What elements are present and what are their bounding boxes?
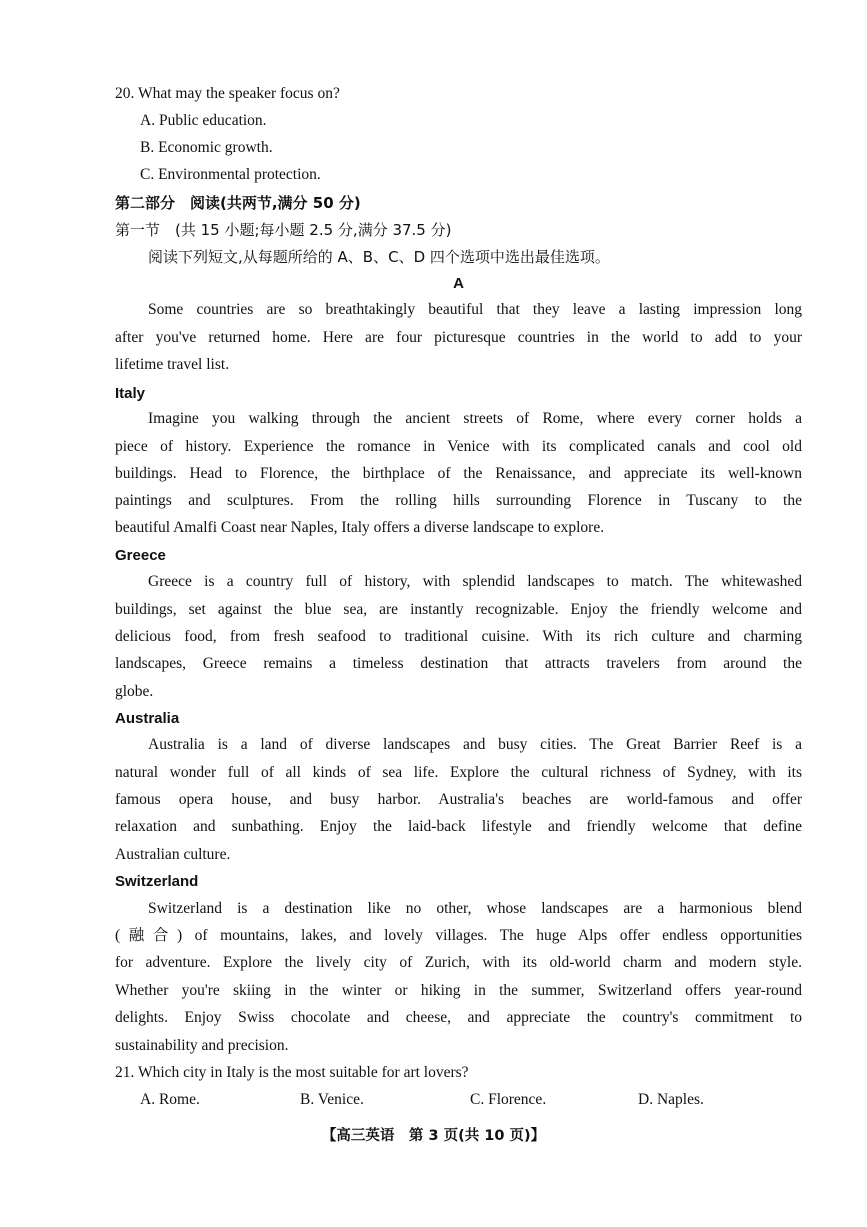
q20-option-c: C. Environmental protection. — [140, 166, 321, 183]
switzerland-line-2: (融合) of mountains, lakes, and lovely villages. The huge Alps offer endless opportunities — [115, 927, 802, 944]
australia-line-2: natural wonder full of all kinds of sea life. Explore the cultural richness of Sydney, with its — [115, 764, 802, 781]
q21-option-c: C. Florence. — [470, 1091, 547, 1108]
australia-line-5: Australian culture. — [115, 846, 231, 863]
section1-title: 第一节 (共 15 小题;每小题 2.5 分,满分 37.5 分) — [115, 221, 452, 239]
australia-line-3: famous opera house, and busy harbor. Australia's beaches are world-famous and offer — [115, 791, 802, 808]
switzerland-line-4: Whether you're skiing in the winter or hiking in the summer, Switzerland offers year-round — [115, 982, 802, 999]
page-footer: 【高三英语 第 3 页(共 10 页)】 — [321, 1128, 546, 1144]
italy-line-1: Imagine you walking through the ancient streets of Rome, where every corner holds a — [148, 410, 802, 427]
switzerland-line-5: delights. Enjoy Swiss chocolate and cheese, and appreciate the country's commitment to — [115, 1009, 802, 1026]
italy-line-2: piece of history. Experience the romance in Venice with its complicated canals and cool old — [115, 438, 802, 455]
q21-option-a: A. Rome. — [140, 1091, 200, 1108]
switzerland-line-1: Switzerland is a destination like no other, whose landscapes are a harmonious blend — [148, 900, 802, 917]
italy-line-4: paintings and sculptures. From the rolling hills surrounding Florence in Tuscany to the — [115, 492, 802, 509]
q21-option-b: B. Venice. — [300, 1091, 364, 1108]
greece-line-1: Greece is a country full of history, with splendid landscapes to match. The whitewashed — [148, 573, 802, 590]
italy-line-5: beautiful Amalfi Coast near Naples, Italy offers a diverse landscape to explore. — [115, 519, 605, 536]
section-heading-switzerland: Switzerland — [115, 873, 199, 890]
greece-line-3: delicious food, from fresh seafood to traditional cuisine. With its rich culture and charming — [115, 628, 802, 645]
intro-line-3: lifetime travel list. — [115, 356, 230, 373]
greece-line-5: globe. — [115, 683, 154, 700]
greece-line-4: landscapes, Greece remains a timeless destination that attracts travelers from around the — [115, 655, 802, 672]
section-heading-greece: Greece — [115, 547, 166, 564]
switzerland-line-6: sustainability and precision. — [115, 1037, 289, 1054]
section-instruction: 阅读下列短文,从每题所给的 A、B、C、D 四个选项中选出最佳选项。 — [148, 248, 610, 266]
intro-line-2: after you've returned home. Here are four picturesque countries in the world to add to your — [115, 329, 802, 346]
q21-option-d: D. Naples. — [638, 1091, 704, 1108]
section-heading-italy: Italy — [115, 385, 146, 402]
q21-question: 21. Which city in Italy is the most suitable for art lovers? — [115, 1064, 469, 1081]
italy-line-3: buildings. Head to Florence, the birthplace of the Renaissance, and appreciate its well-known — [115, 465, 802, 482]
australia-line-4: relaxation and sunbathing. Enjoy the laid-back lifestyle and friendly welcome that define — [115, 818, 802, 835]
q20-question: 20. What may the speaker focus on? — [115, 85, 340, 102]
q20-option-a: A. Public education. — [140, 112, 267, 129]
q20-option-b: B. Economic growth. — [140, 139, 273, 156]
part2-title: 第二部分 阅读(共两节,满分 50 分) — [115, 194, 361, 212]
section-heading-australia: Australia — [115, 710, 180, 727]
greece-line-2: buildings, set against the blue sea, are instantly recognizable. Enjoy the friendly welcome and — [115, 601, 802, 618]
switzerland-line-3: for adventure. Explore the lively city of Zurich, with its old-world charm and modern style. — [115, 954, 802, 971]
australia-line-1: Australia is a land of diverse landscapes and busy cities. The Great Barrier Reef is a — [148, 736, 802, 753]
intro-line-1: Some countries are so breathtakingly beautiful that they leave a lasting impression long — [148, 301, 802, 318]
passage-label: A — [453, 275, 464, 292]
